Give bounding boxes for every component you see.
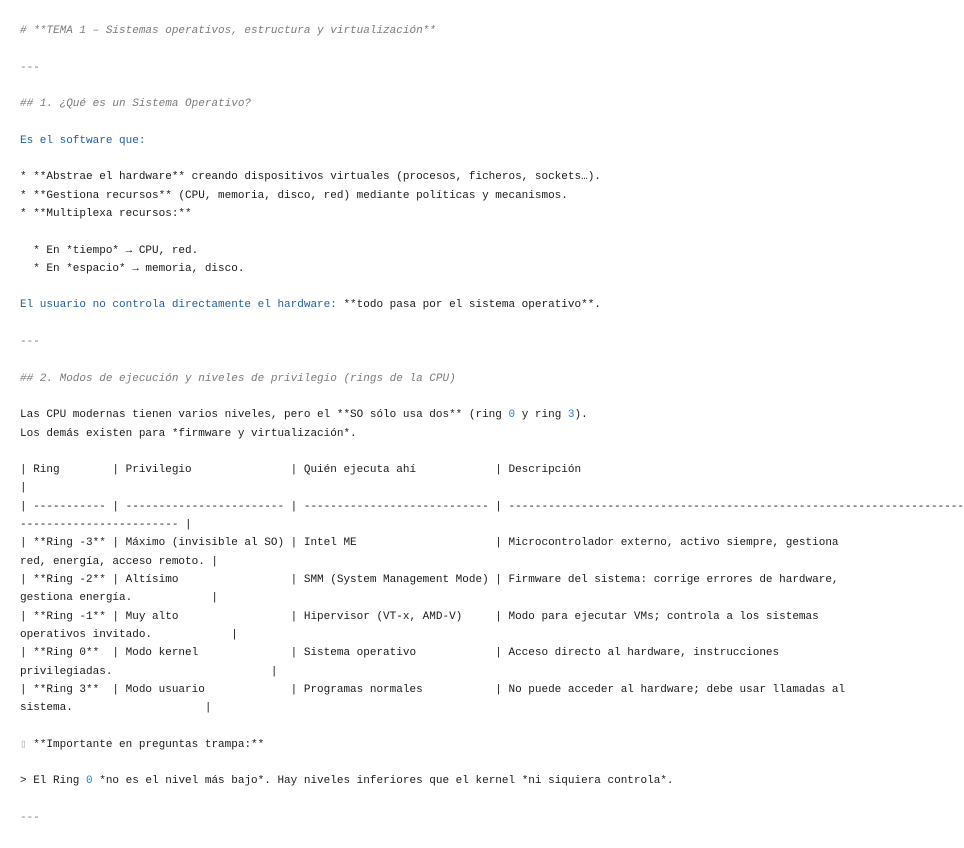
table-line: red, energía, acceso remoto. |: [20, 556, 219, 568]
section-1-closing: [20, 298, 601, 312]
table-line: operativos invitado. |: [20, 629, 238, 641]
quote-text: > El Ring: [20, 775, 87, 787]
important-text: **Importante en preguntas trampa:**: [26, 739, 265, 751]
table-line: | **Ring -2** | Altísimo | SMM (System Management Mode) | Firmware del sistema: corrige errores de hardware,: [20, 574, 839, 586]
bullet-item: * **Gestiona recursos** (CPU, memoria, disco, red) mediante políticas y mecanismos.: [20, 190, 568, 202]
table-line: sistema. |: [20, 702, 212, 714]
bullet-item: * **Abstrae el hardware** creando dispositivos virtuales (procesos, ficheros, sockets…).: [20, 171, 601, 183]
separator: ---: [20, 812, 40, 824]
separator: ---: [20, 336, 40, 348]
table-line: gestiona energía. |: [20, 592, 219, 604]
section-2-paragraph: [20, 408, 588, 422]
sub-bullet-item: * En *tiempo* → CPU, red.: [20, 245, 199, 257]
separator: ---: [20, 62, 40, 74]
closing-emphasis: **todo pasa por el sistema operativo**.: [343, 299, 601, 311]
table-line: | Ring | Privilegio | Quién ejecuta ahí | Descripción: [20, 464, 582, 476]
table-line: privilegiadas. |: [20, 666, 278, 678]
paragraph-text: ).: [574, 409, 588, 421]
sub-bullet-item: * En *espacio* → memoria, disco.: [20, 263, 245, 275]
table-line: | **Ring -1** | Muy alto | Hipervisor (VT-x, AMD-V) | Modo para ejecutar VMs; controla a los sistemas: [20, 611, 819, 623]
warning-icon: ▯: [20, 739, 27, 751]
important-note: [20, 738, 264, 752]
table-line: ------------------------ |: [20, 519, 192, 531]
closing-text: El usuario no controla directamente el hardware:: [20, 299, 344, 311]
section-2-heading: ## 2. Modos de ejecución y niveles de privilegio (rings de la CPU): [20, 373, 456, 385]
ring-number: 3: [567, 409, 575, 421]
table-line: |: [20, 482, 27, 494]
section-1-heading: ## 1. ¿Qué es un Sistema Operativo?: [20, 98, 252, 110]
table-line: | **Ring 0** | Modo kernel | Sistema operativo | Acceso directo al hardware, instrucciones: [20, 647, 780, 659]
ring-number: 0: [508, 409, 516, 421]
blockquote: [20, 774, 674, 788]
ring-number: 0: [86, 775, 93, 787]
bullet-item: * **Multiplexa recursos:**: [20, 208, 192, 220]
table-line: | ----------- | ------------------------ | ---------------------------- | ---------------------------------------------------------------------: [20, 501, 964, 513]
table-line: | **Ring -3** | Máximo (invisible al SO) | Intel ME | Microcontrolador externo, activo siempre, gestiona: [20, 537, 839, 549]
section-1-intro: Es el software que:: [20, 135, 146, 147]
table-line: | **Ring 3** | Modo usuario | Programas normales | No puede acceder al hardware; debe usar llamadas al: [20, 684, 846, 696]
paragraph-text: Las CPU modernas tienen varios niveles, pero el **SO sólo usa dos** (ring: [20, 409, 509, 421]
section-2-paragraph: Los demás existen para *firmware y virtualización*.: [20, 428, 357, 440]
paragraph-text: y ring: [515, 409, 568, 421]
document-title: # **TEMA 1 – Sistemas operativos, estructura y virtualización**: [20, 25, 436, 37]
quote-text: *no es el nivel más bajo*. Hay niveles inferiores que el kernel *ni siquiera controla*.: [92, 775, 674, 787]
